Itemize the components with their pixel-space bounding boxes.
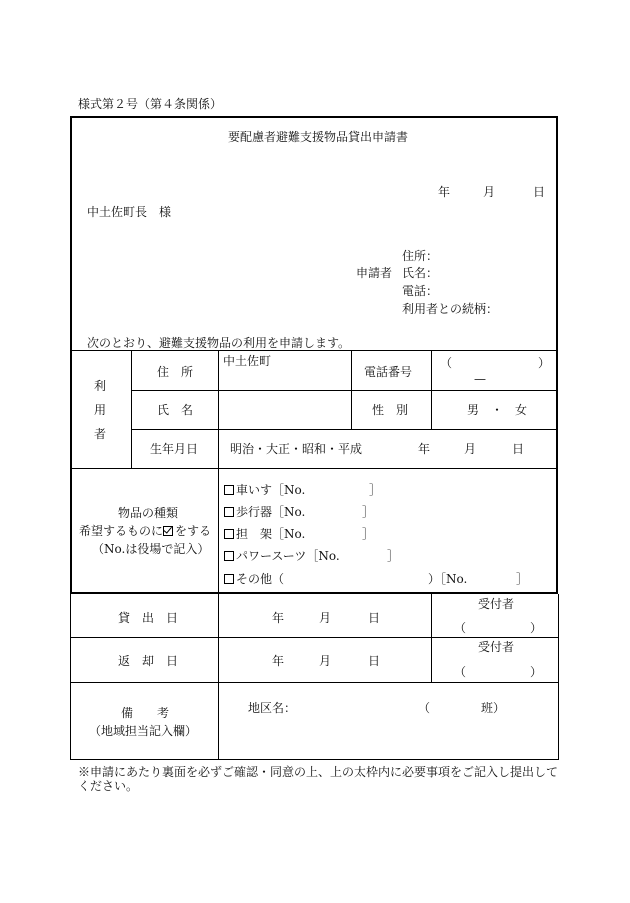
applicant-name-label: 氏名：	[402, 266, 439, 280]
user-birth-label: 生年月日	[150, 442, 199, 456]
checkbox-icon[interactable]	[224, 574, 234, 584]
items-label: 物品の種類	[118, 506, 179, 520]
addressee: 中土佐町長 様	[87, 205, 172, 219]
rule	[218, 350, 219, 594]
user-address-prefix: 中土佐町	[223, 354, 272, 368]
birth-day: 日	[512, 442, 525, 456]
item-powersuit[interactable]	[224, 550, 340, 562]
item-label: 担 架［No.	[236, 527, 306, 541]
era-options: 明治・大正・昭和・平成	[230, 442, 363, 456]
user-side-label-1: 利	[94, 379, 107, 393]
return-month: 月	[319, 654, 332, 668]
user-gender-label: 性 別	[372, 403, 409, 417]
rule	[70, 468, 558, 469]
request-text: 次のとおり、避難支援物品の利用を申請します。	[87, 336, 351, 350]
applicant-relation-label: 利用者との続柄：	[402, 302, 499, 316]
applicant-label: 申請者	[356, 266, 393, 280]
item-label: その他（	[236, 572, 285, 586]
checkbox-icon[interactable]	[224, 551, 234, 561]
items-note: （No.は役場で記入）	[92, 542, 210, 556]
group-label: 班）	[481, 701, 506, 715]
lend-month: 月	[319, 611, 332, 625]
rule	[70, 594, 71, 759]
return-receiver-close: ）	[530, 665, 543, 679]
item-other[interactable]	[224, 573, 284, 585]
gender-options: 男 ・ 女	[467, 403, 528, 417]
rule	[70, 350, 558, 351]
user-side-label-2: 用	[94, 403, 107, 417]
remarks-sublabel: （地域担当記入欄）	[89, 724, 198, 738]
checkbox-icon[interactable]	[224, 507, 234, 517]
return-receiver-label: 受付者	[478, 640, 515, 654]
items-instruction-post: をする	[175, 524, 212, 538]
birth-month: 月	[464, 442, 477, 456]
remarks-label: 備 考	[121, 706, 170, 720]
item-label: 車いす［No.	[236, 483, 306, 497]
return-year: 年	[272, 654, 285, 668]
birth-year: 年	[418, 442, 431, 456]
phone-paren-open: （	[440, 356, 453, 370]
rule	[558, 594, 559, 759]
return-day: 日	[368, 654, 381, 668]
item-wheelchair[interactable]	[224, 484, 305, 496]
applicant-address-label: 住所：	[402, 249, 439, 263]
item-close: ］	[516, 572, 529, 586]
date-year: 年	[438, 185, 451, 199]
item-close: ］	[369, 483, 382, 497]
form-number: 様式第２号（第４条関係）	[78, 97, 223, 111]
rule	[218, 594, 219, 759]
return-date-label: 返 却 日	[118, 654, 179, 668]
user-address-label: 住 所	[157, 365, 194, 379]
rule	[131, 350, 132, 468]
rule	[431, 594, 432, 682]
lend-date-label: 貸 出 日	[118, 611, 179, 625]
applicant-phone-label: 電話：	[402, 284, 439, 298]
footer-note-line1: ※申請にあたり裏面を必ずご確認・同意の上、上の太枠内に必要事項をご記入し提出して	[78, 765, 559, 779]
item-label: パワースーツ［No.	[236, 549, 340, 563]
item-close: ］	[362, 505, 375, 519]
lend-receiver-open: （	[454, 621, 467, 635]
user-phone-label: 電話番号	[364, 365, 413, 379]
footer-note-line2: ください。	[78, 779, 139, 793]
user-name-label: 氏 名	[157, 403, 194, 417]
checked-box-icon	[163, 526, 173, 536]
phone-paren-close: ）	[538, 356, 551, 370]
user-side-label-3: 者	[94, 427, 107, 441]
checkbox-icon[interactable]	[224, 485, 234, 495]
rule	[131, 429, 558, 430]
rule	[70, 682, 559, 683]
lend-receiver-close: ）	[530, 621, 543, 635]
item-walker[interactable]	[224, 506, 305, 518]
item-other-mid: ）［No.	[428, 572, 468, 586]
phone-dash: —	[474, 372, 486, 386]
date-day: 日	[533, 185, 546, 199]
item-close: ］	[387, 549, 400, 563]
rule	[131, 390, 558, 391]
group-open: （	[418, 701, 431, 715]
checkbox-icon[interactable]	[224, 529, 234, 539]
items-instruction-pre: 希望するものに	[79, 524, 164, 538]
item-close: ］	[362, 527, 375, 541]
lend-day: 日	[368, 611, 381, 625]
return-receiver-open: （	[454, 665, 467, 679]
lend-receiver-label: 受付者	[478, 597, 515, 611]
date-month: 月	[483, 185, 496, 199]
rule	[70, 637, 559, 638]
rule	[70, 759, 559, 760]
rule	[351, 350, 352, 429]
lend-year: 年	[272, 611, 285, 625]
district-label: 地区名：	[248, 701, 297, 715]
rule	[431, 350, 432, 429]
item-stretcher[interactable]	[224, 528, 305, 540]
items-instruction	[79, 525, 211, 537]
form-title: 要配慮者避難支援物品貸出申請書	[228, 130, 409, 144]
item-label: 歩行器［No.	[236, 505, 306, 519]
